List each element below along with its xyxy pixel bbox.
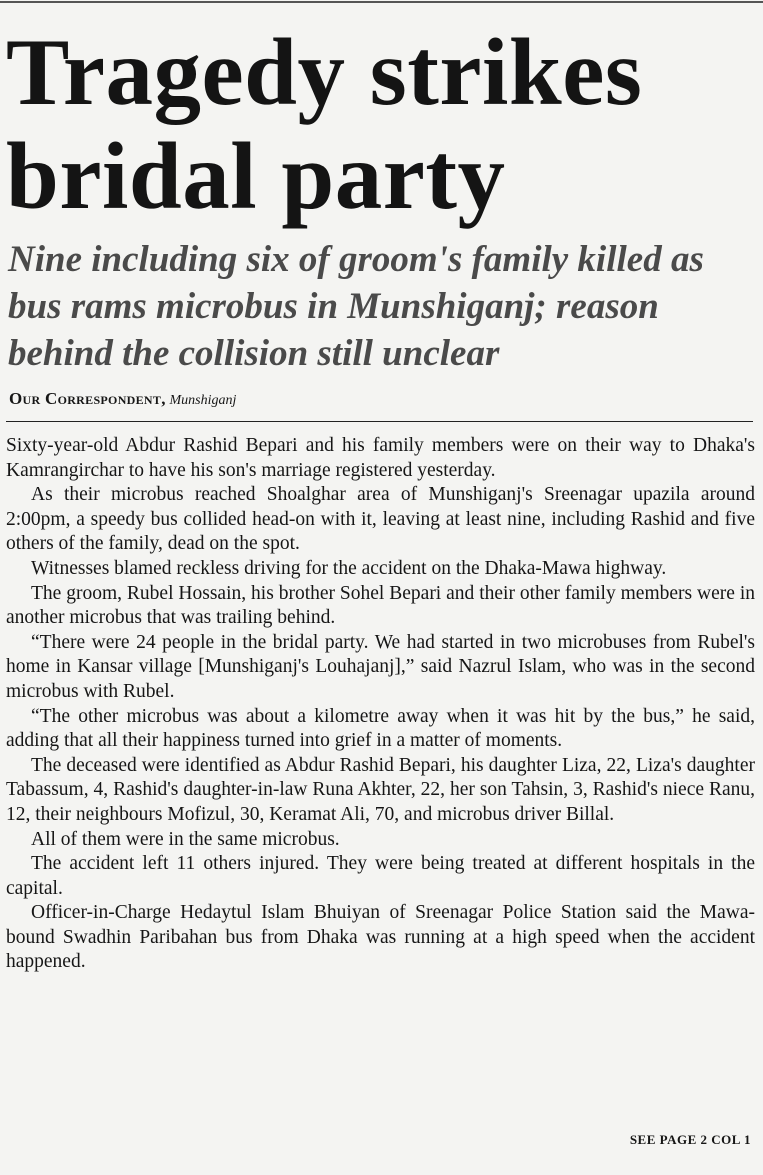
headline: Tragedy strikes bridal party bbox=[6, 19, 643, 229]
paragraph: Officer-in-Charge Hedaytul Islam Bhuiyan of Sreenagar Police Station said the Mawa-bound Swadhin Paribahan bus from Dhaka was running at a high speed when the accident happened. bbox=[6, 902, 755, 973]
article-body bbox=[6, 434, 755, 975]
paragraph: The deceased were identified as Abdur Rashid Bepari, his daughter Liza, 22, Liza's daughter Tabassum, 4, Rashid's daughter-in-law Runa Akhter, 22, her son Tahsin, 3, Rashid's niece Ranu, 12, their neighbours Mofizul, 30, Keramat Ali, 70, and microbus driver Billal. bbox=[6, 754, 755, 825]
paragraph: Witnesses blamed reckless driving for the accident on the Dhaka-Mawa highway. bbox=[31, 557, 667, 579]
continuation-note: SEE PAGE 2 COL 1 bbox=[629, 1132, 751, 1147]
byline bbox=[6, 389, 755, 411]
paragraph: “The other microbus was about a kilometre away when it was hit by the bus,” he said, adding that all their happiness turned into grief in a matter of moments. bbox=[6, 705, 755, 752]
paragraph: All of them were in the same microbus. bbox=[31, 828, 340, 850]
byline-dateline: Munshiganj bbox=[169, 393, 237, 408]
paragraph: The accident left 11 others injured. They were being treated at different hospitals in the capital. bbox=[6, 853, 755, 899]
top-rule bbox=[0, 1, 763, 3]
paragraph: The groom, Rubel Hossain, his brother Sohel Bepari and their other family members were in another microbus that was trailing behind. bbox=[6, 582, 755, 629]
paragraph: “There were 24 people in the bridal party. We had started in two microbuses from Rubel's home in Kansar village [Munshiganj's Louhajanj],” said Nazrul Islam, who was in the second microbus with Rubel. bbox=[6, 631, 755, 702]
deck-subheadline: Nine including six of groom's family killed as bus rams microbus in Munshiganj; reason behind the collision still unclear bbox=[8, 239, 704, 374]
divider bbox=[6, 421, 753, 422]
paragraph: Sixty-year-old Abdur Rashid Bepari and his family members were on their way to Dhaka's Kamrangirchar to have his son's marriage registered yesterday. bbox=[6, 435, 755, 481]
paragraph: As their microbus reached Shoalghar area of Munshiganj's Sreenagar upazila around 2:00pm, a speedy bus collided head-on with it, leaving at least nine, including Rashid and five others of the family, dead on the spot. bbox=[6, 484, 755, 555]
byline-author: Our Correspondent, bbox=[9, 389, 166, 408]
